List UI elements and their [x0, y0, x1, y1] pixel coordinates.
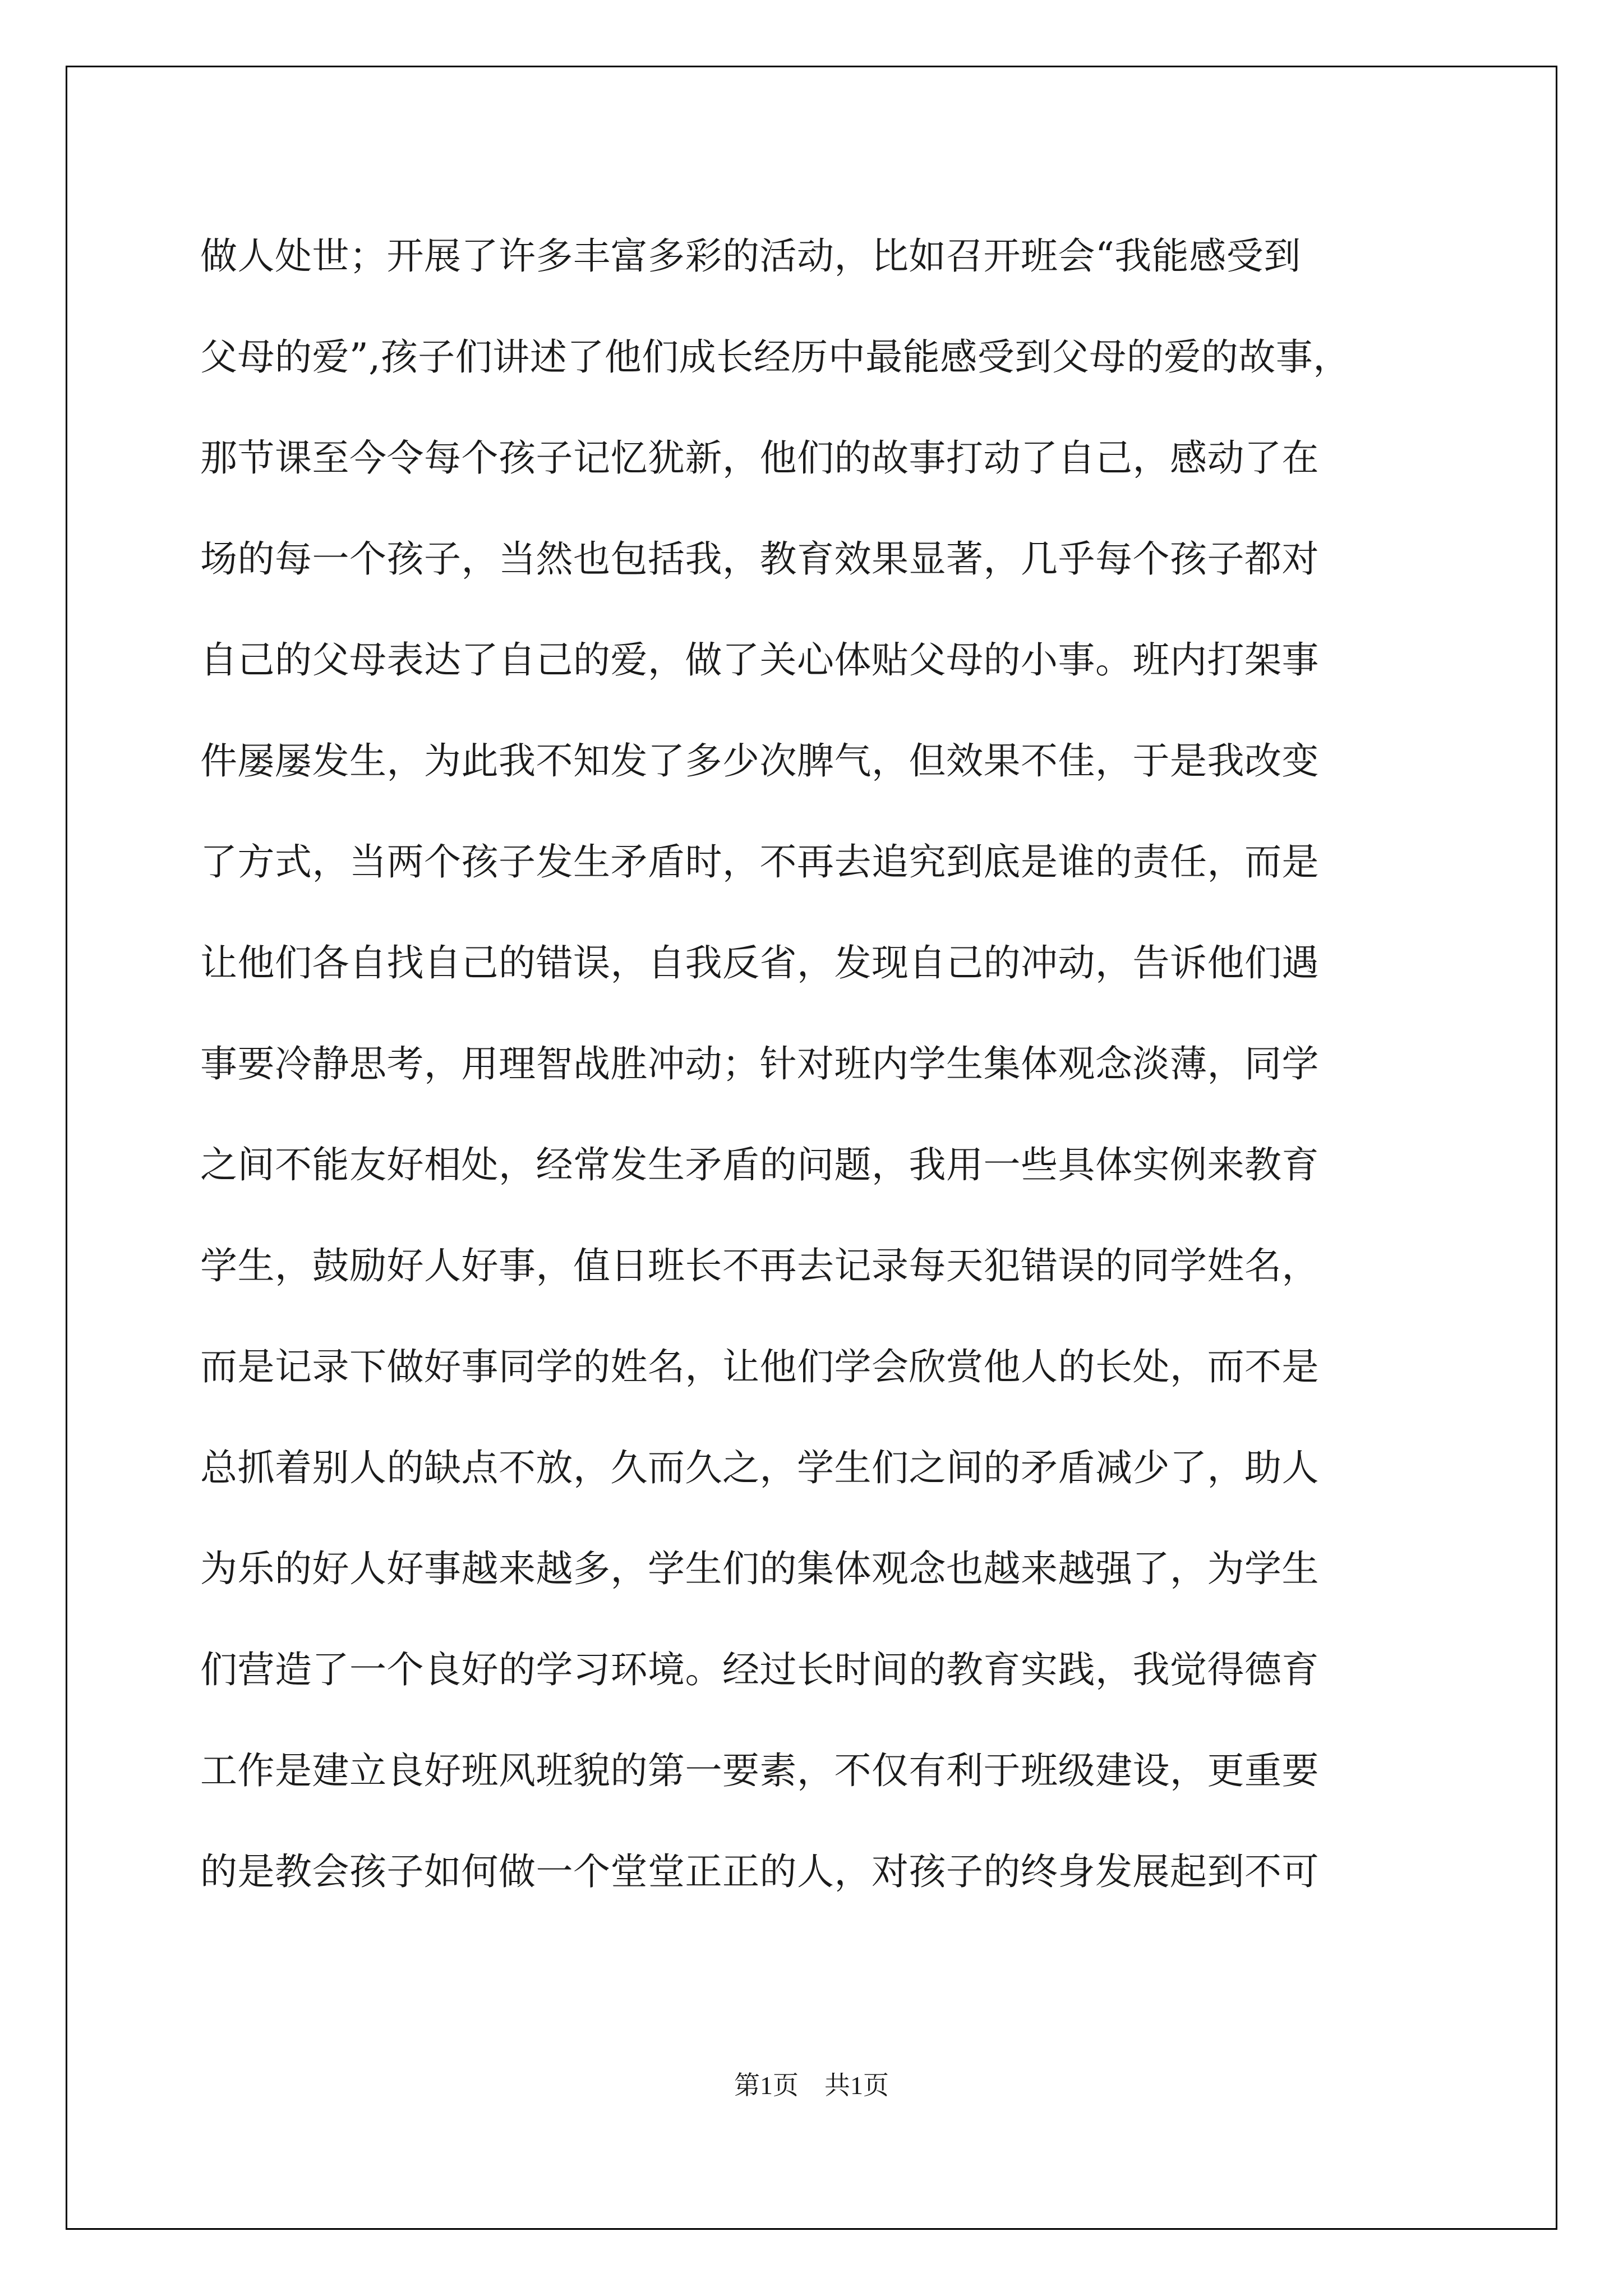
text-line: 让他们各自找自己的错误，自我反省，发现自己的冲动，告诉他们遇: [200, 941, 1319, 984]
text-line: 事要冷静思考，用理智战胜冲动；针对班内学生集体观念淡薄，同学: [200, 1042, 1319, 1085]
page-number-footer: 第1页 共1页: [734, 2071, 889, 2100]
text-line: 自己的父母表达了自己的爱，做了关心体贴父母的小事。班内打架事: [200, 638, 1319, 682]
document-body: [200, 206, 1490, 1922]
text-line: 而是记录下做好事同学的姓名，让他们学会欣赏他人的长处，而不是: [200, 1345, 1319, 1388]
text-line: 的是教会孩子如何做一个堂堂正正的人，对孩子的终身发展起到不可: [200, 1850, 1319, 1893]
text-line: 父母的爱”,孩子们讲述了他们成长经历中最能感受到父母的爱的故事，: [200, 335, 1350, 379]
text-line: 那节课至今令每个孩子记忆犹新，他们的故事打动了自己，感动了在: [200, 436, 1319, 480]
text-line: 件屡屡发生，为此我不知发了多少次脾气，但效果不佳，于是我改变: [200, 739, 1319, 783]
text-line: 场的每一个孩子，当然也包括我，教育效果显著，几乎每个孩子都对: [200, 537, 1319, 581]
text-line: 做人处世；开展了许多丰富多彩的活动，比如召开班会“我能感受到: [200, 234, 1301, 278]
text-line: 为乐的好人好事越来越多，学生们的集体观念也越来越强了，为学生: [200, 1547, 1319, 1590]
text-line: 们营造了一个良好的学习环境。经过长时间的教育实践，我觉得德育: [200, 1648, 1319, 1691]
text-line: 了方式，当两个孩子发生矛盾时，不再去追究到底是谁的责任，而是: [200, 840, 1319, 884]
text-line: 之间不能友好相处，经常发生矛盾的问题，我用一些具体实例来教育: [200, 1143, 1319, 1186]
text-line: 工作是建立良好班风班貌的第一要素，不仅有利于班级建设，更重要: [200, 1749, 1319, 1792]
text-line: 总抓着别人的缺点不放，久而久之，学生们之间的矛盾减少了，助人: [200, 1446, 1319, 1489]
text-line: 学生，鼓励好人好事，值日班长不再去记录每天犯错误的同学姓名，: [200, 1244, 1319, 1287]
